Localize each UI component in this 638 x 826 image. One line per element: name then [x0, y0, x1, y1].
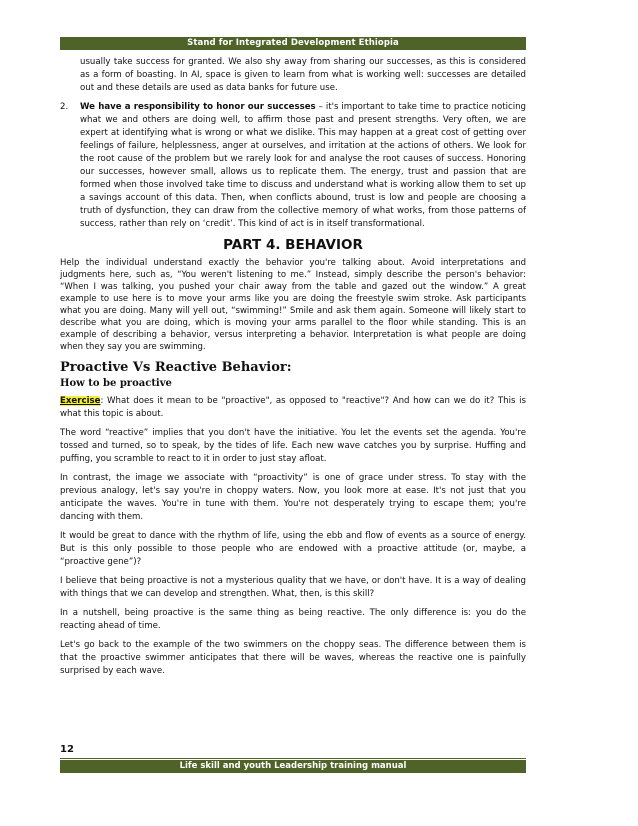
footer-title: Life skill and youth Leadership training manual [179, 761, 407, 771]
body-paragraph: In a nutshell, being proactive is the same thing as being reactive. The only difference is: you do the reacting ahead of time. [60, 608, 526, 631]
list-item-number: 2. [60, 102, 69, 112]
footer-divider [60, 758, 526, 759]
list-item-text: – it's important to take time to practice noticing what we and others are doing well, to affirm those past and present strengths. Very often, we are expert at identifying what is wrong or what we dislike. This may happen at a great cost of getting over feelings of failure, helplessness, anger at ourselves, and irritation at the actions of others. We look for the root cause of the problem but we rarely look for and analyse the root causes of success. Honoring our successes, however small, allows us to replicate them. The energy, trust and passion that are formed when those involved take time to discuss and understand what is working allow them to set up a savings account of this data. Then, when conflicts abound, trust is low and people are choosing a truth of dysfunction, they can draw from the collective memory of what works, from those patterns of success, rather than rely on ‘credit’. This kind of act is in itself transformational. [80, 102, 526, 229]
body-paragraph: The word “reactive” implies that you don't have the initiative. You let the events set the agenda. You're tossed and turned, so to speak, by the tides of life. Each new wave catches you by surprise. Huffing and puffing, you scramble to react to it in order to just stay afloat. [60, 428, 526, 464]
exercise-text: : What does it mean to be "proactive", as opposed to "reactive"? And how can we do it? This is what this topic is about. [60, 396, 526, 419]
intro-continuation: usually take success for granted. We also shy away from sharing our successes, as this is considered as a form of boasting. In AI, space is given to learn from what is working well: successes are detailed out and these details are used as data banks for future use. [80, 57, 526, 93]
section-title: Proactive Vs Reactive Behavior: [60, 360, 292, 375]
header-title: Stand for Integrated Development Ethiopia [187, 38, 399, 48]
list-item-bold-lead: We have a responsibility to honor our successes [80, 102, 316, 112]
page-number: 12 [60, 744, 74, 755]
exercise-paragraph [60, 395, 526, 421]
body-paragraph: It would be great to dance with the rhythm of life, using the ebb and flow of events as a source of energy. But is this only possible to those people who are endowed with a proactive attitude (or, maybe, a “proactive gene”)? [60, 531, 526, 567]
footer-bar [60, 760, 526, 773]
body-paragraph: Let's go back to the example of the two swimmers on the choppy seas. The difference between them is that the proactive swimmer anticipates that there will be waves, whereas the reactive one is painfully surprised by each wave. [60, 640, 526, 676]
section-subtitle: How to be proactive [60, 378, 172, 389]
part4-heading: PART 4. BEHAVIOR [223, 237, 363, 253]
body-paragraph: I believe that being proactive is not a mysterious quality that we have, or don't have. It is a way of dealing with things that we can develop and strengthen. What, then, is this skill? [60, 576, 526, 599]
list-item-2 [60, 101, 526, 231]
exercise-label: Exercise [60, 396, 101, 406]
header-bar [60, 37, 526, 50]
part4-body: Help the individual understand exactly the behavior you're talking about. Avoid interpretations and judgments here, such as, “You weren't listening to me.” Instead, simply describe the person's behavior: “When I was talking, you pushed your chair away from the table and gazed out the window.” A great example to use here is to move your arms like you are doing the freestyle swim stroke. Ask participants what you are doing. Many will yell out, “swimming!” Smile and ask them again. Someone will likely start to describe what you are doing, which is moving your arms parallel to the floor while standing. This is an example of describing a behavior, versus interpreting a behavior. Interpretation is what people are doing when they say you are swimming. [60, 258, 526, 352]
page-content [60, 56, 526, 684]
body-paragraph: In contrast, the image we associate with “proactivity” is one of grace under stress. To stay with the previous analogy, let's say you're in choppy waters. Now, you look more at ease. It's not just that you anticipate the waves. You're in tune with them. You're not desperately trying to escape them; you're dancing with them. [60, 473, 526, 522]
